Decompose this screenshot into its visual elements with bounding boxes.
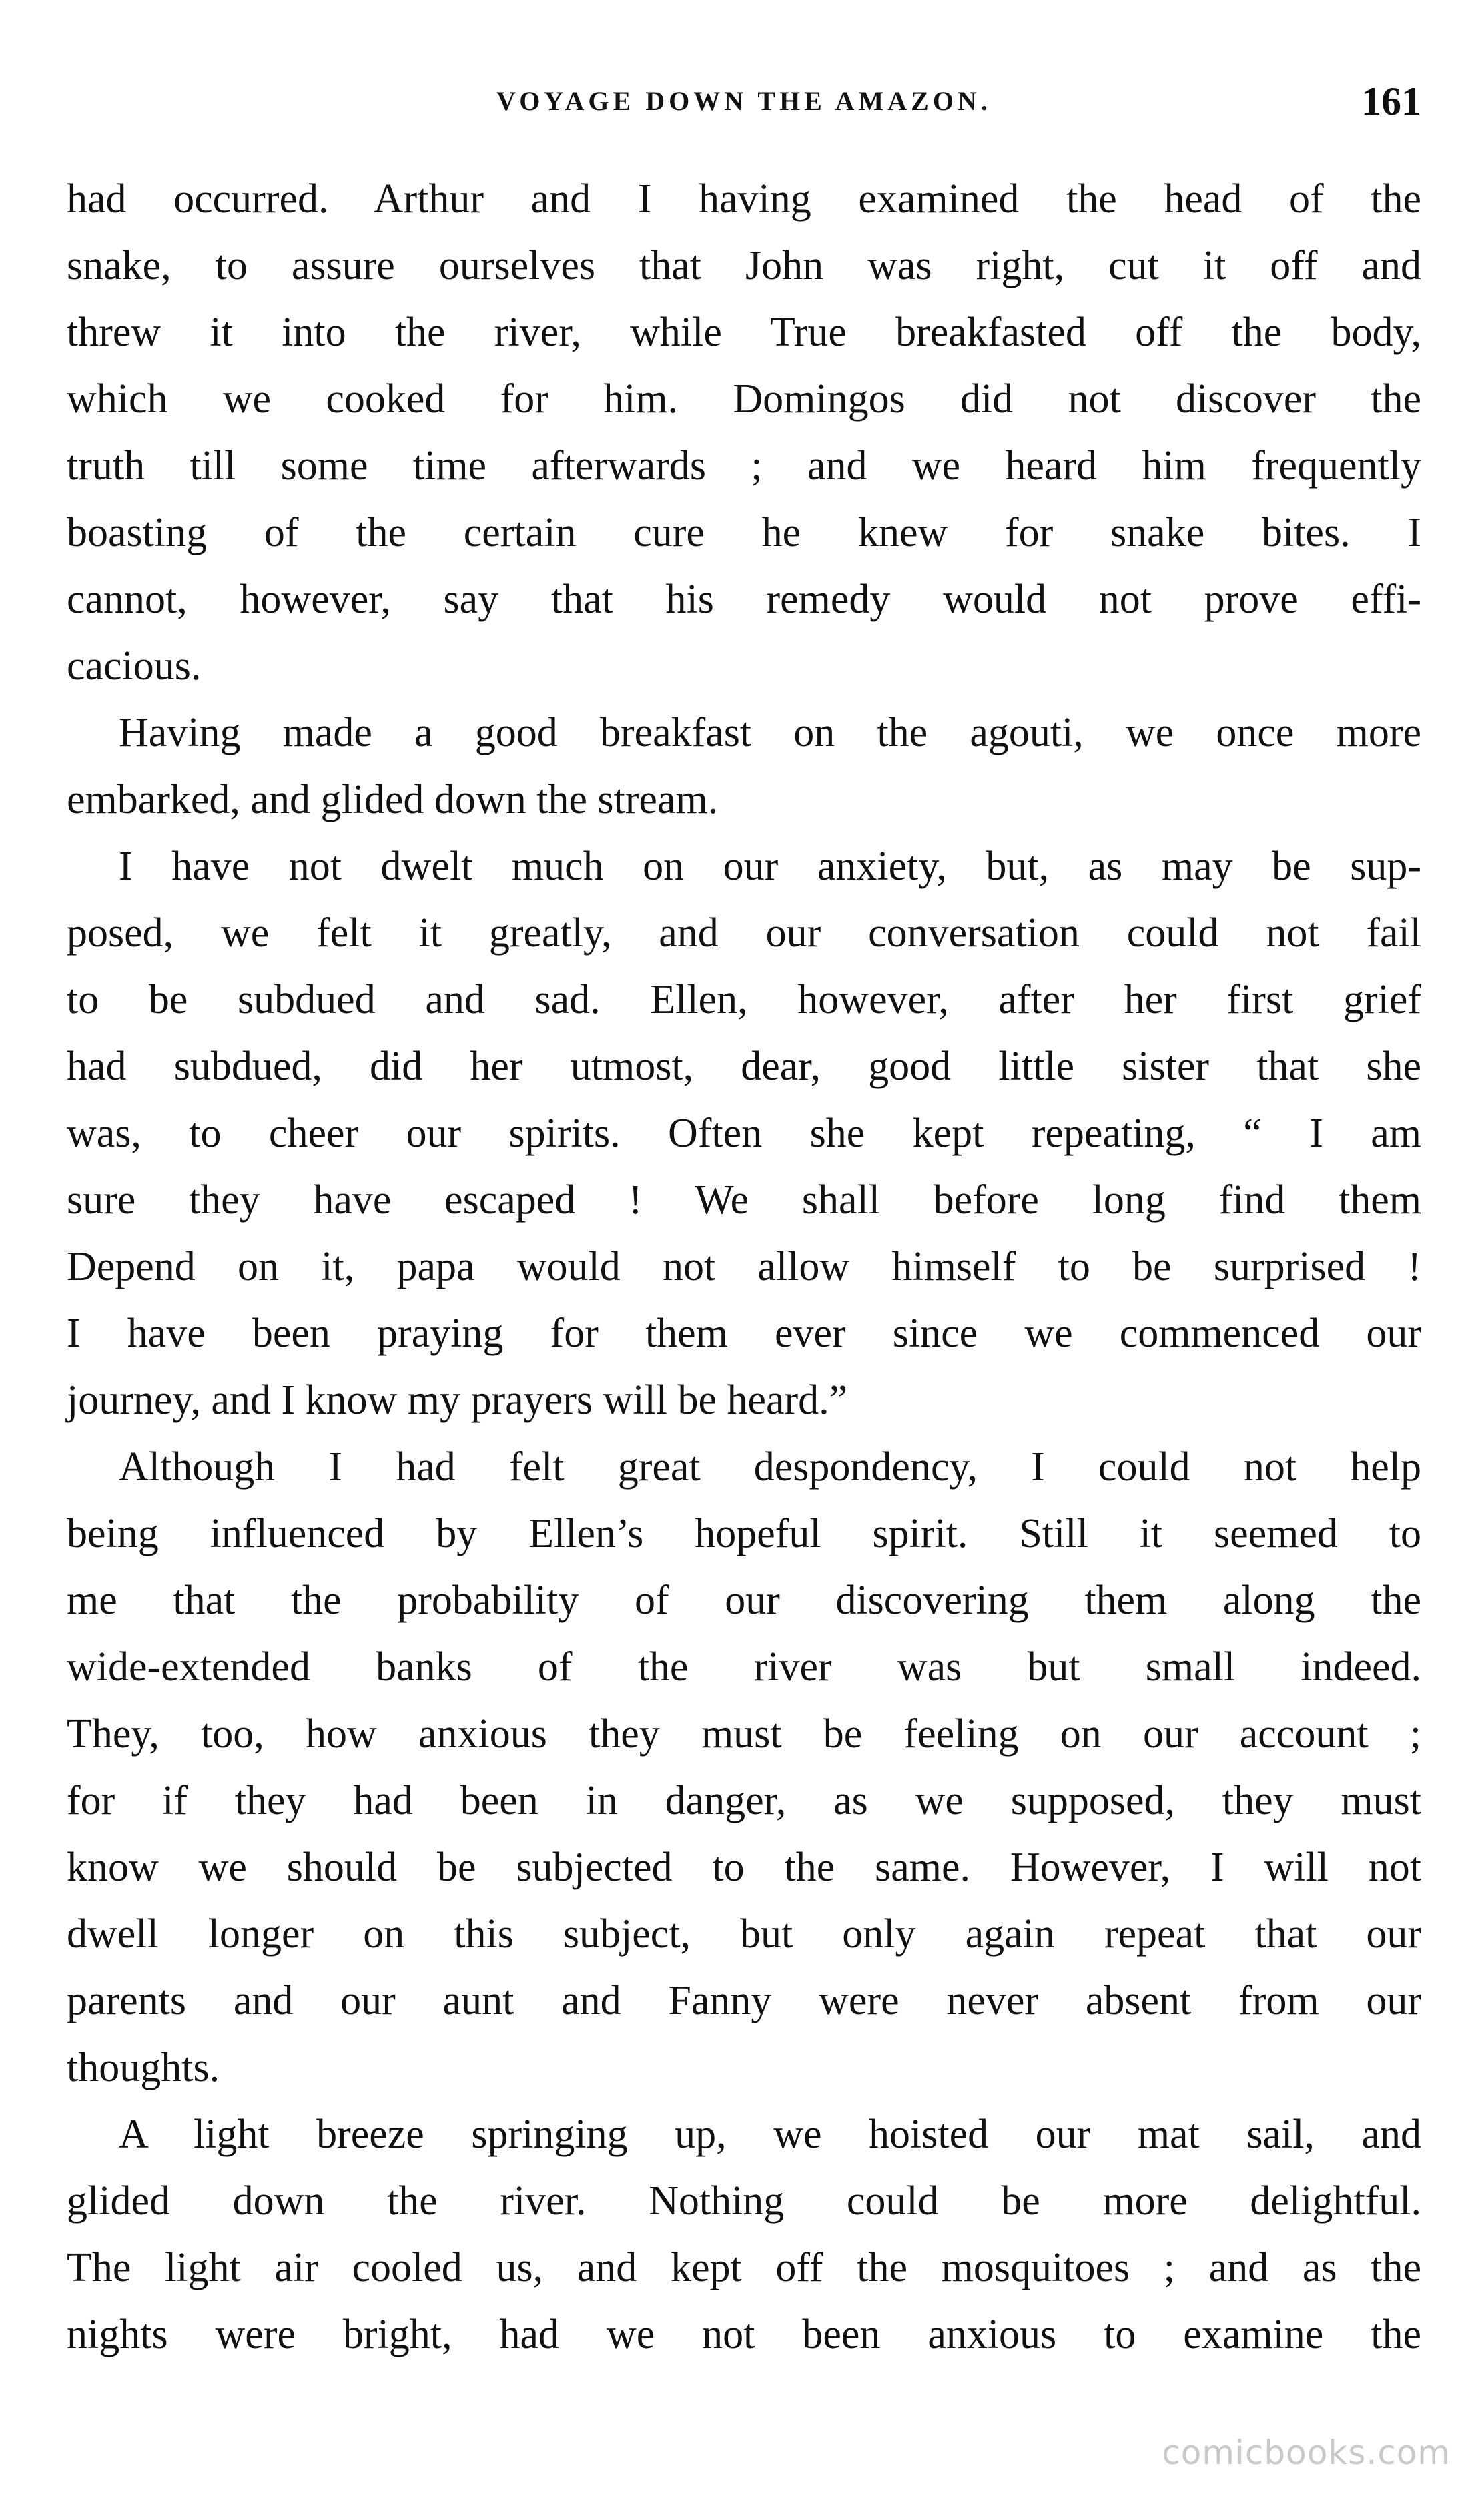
text-line: thoughts. xyxy=(67,2045,220,2090)
text-line: being influenced by Ellen’s hopeful spirit. Still it seemed to xyxy=(67,1511,1421,1556)
text-line: boasting of the certain cure he knew for snake bites. I xyxy=(67,510,1421,555)
text-line: sure they have escaped ! We shall before long find them xyxy=(67,1177,1421,1223)
running-head xyxy=(67,75,1421,128)
text-line: I have not dwelt much on our anxiety, but, as may be sup- xyxy=(119,844,1421,889)
text-line: nights were bright, had we not been anxious to examine the xyxy=(67,2312,1421,2357)
text-line: A light breeze springing up, we hoisted our mat sail, and xyxy=(119,2112,1421,2157)
text-line: I have been praying for them ever since we commenced our xyxy=(67,1311,1421,1356)
text-line: me that the probability of our discovering them along the xyxy=(67,1578,1421,1623)
text-line: They, too, how anxious they must be feeling on our account ; xyxy=(67,1711,1421,1757)
text-line: which we cooked for him. Domingos did not discover the xyxy=(67,376,1421,422)
text-line: Depend on it, papa would not allow himself to be surprised ! xyxy=(67,1244,1421,1289)
text-line: The light air cooled us, and kept off the mosquitoes ; and as the xyxy=(67,2245,1421,2290)
running-title: VOYAGE DOWN THE AMAZON. xyxy=(496,86,992,116)
page-number: 161 xyxy=(1361,79,1421,123)
text-line: journey, and I know my prayers will be heard.” xyxy=(67,1377,848,1423)
text-line: threw it into the river, while True breakfasted off the body, xyxy=(67,310,1421,355)
text-line: Having made a good breakfast on the agouti, we once more xyxy=(119,710,1421,755)
text-line: embarked, and glided down the stream. xyxy=(67,777,719,822)
text-line: snake, to assure ourselves that John was right, cut it off and xyxy=(67,243,1421,288)
text-line: truth till some time afterwards ; and we heard him frequently xyxy=(67,443,1421,489)
text-line: to be subdued and sad. Ellen, however, after her first grief xyxy=(67,977,1421,1022)
text-line: cannot, however, say that his remedy would not prove effi- xyxy=(67,577,1421,622)
text-line: glided down the river. Nothing could be more delightful. xyxy=(67,2178,1421,2224)
text-line: was, to cheer our spirits. Often she kept repeating, “ I am xyxy=(67,1111,1421,1156)
text-line: dwell longer on this subject, but only again repeat that our xyxy=(67,1911,1421,1957)
text-line: had occurred. Arthur and I having examined the head of the xyxy=(67,176,1421,222)
text-line: cacious. xyxy=(67,643,202,689)
text-line: posed, we felt it greatly, and our conversation could not fail xyxy=(67,910,1421,956)
text-line: parents and our aunt and Fanny were never absent from our xyxy=(67,1978,1421,2023)
text-line: know we should be subjected to the same. However, I will not xyxy=(67,1845,1421,1890)
text-line: had subdued, did her utmost, dear, good little sister that she xyxy=(67,1044,1421,1089)
text-line: wide-extended banks of the river was but small indeed. xyxy=(67,1644,1421,1690)
text-line: Although I had felt great despondency, I could not help xyxy=(119,1444,1421,1490)
body-text xyxy=(67,166,1421,2368)
watermark: comicbooks.com xyxy=(1162,2433,1451,2472)
text-line: for if they had been in danger, as we supposed, they must xyxy=(67,1778,1421,1823)
